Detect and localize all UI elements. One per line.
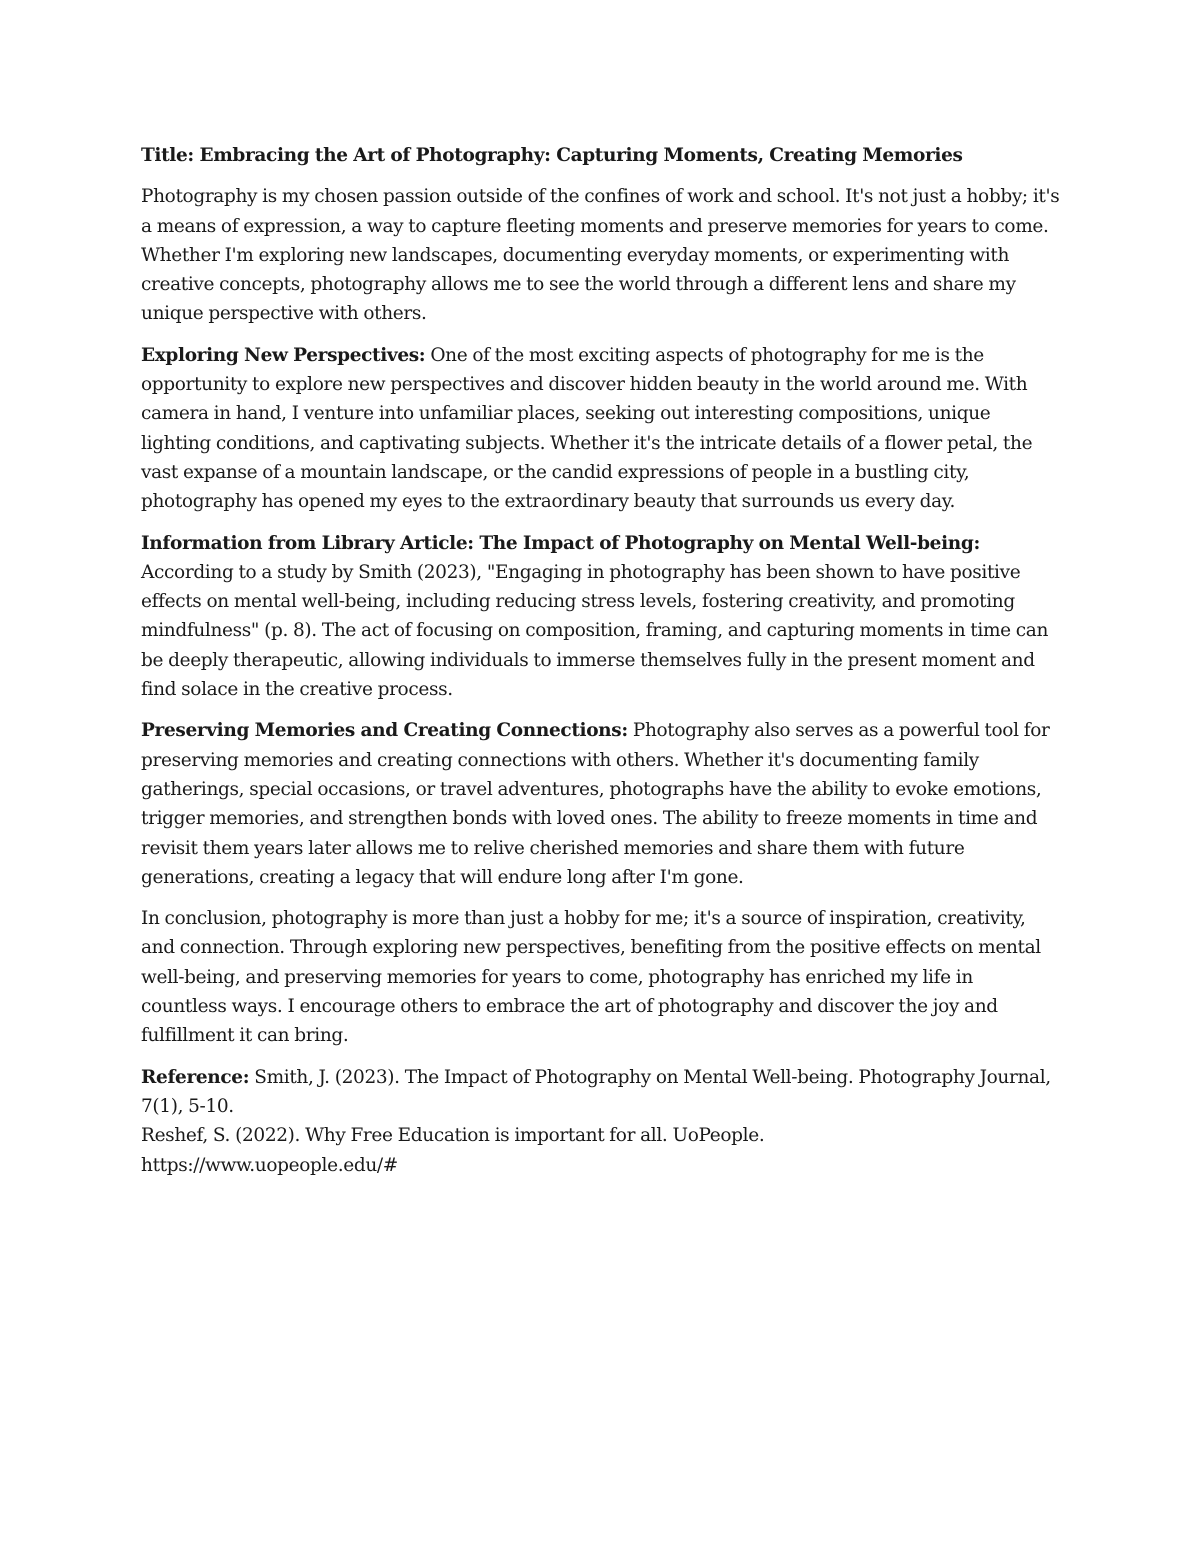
document-page [141, 141, 1061, 1192]
references [141, 1063, 1061, 1180]
reference-2-url: https://www.uopeople.edu/# [141, 1154, 398, 1176]
section-heading: Information from Library Article: The Impact of Photography on Mental Well-being: [141, 532, 980, 554]
intro-paragraph: Photography is my chosen passion outside of the confines of work and school. It's not just a hobby; it's a means of expression, a way to capture fleeting moments and preserve memories for years to come. Whether I'm exploring new landscapes, documenting everyday moments, or experimenting with creative concepts, photography allows me to see the world through a different lens and share my unique perspective with others. [141, 186, 1060, 325]
section-heading: Exploring New Perspectives: [141, 344, 426, 366]
reference-2-text: Reshef, S. (2022). Why Free Education is important for all. UoPeople. [141, 1125, 765, 1147]
section-exploring-perspectives [141, 341, 1061, 517]
reference-label: Reference: [141, 1066, 250, 1088]
section-body: According to a study by Smith (2023), "Engaging in photography has been shown to have positive effects on mental well-being, including reducing stress levels, fostering creativity, and promoting mindfulness" (p. 8). The act of focusing on composition, framing, and capturing moments in time can be deeply therapeutic, allowing individuals to immerse themselves fully in the present moment and find solace in the creative process. [141, 561, 1049, 701]
reference-1 [141, 1067, 1051, 1117]
section-library-article [141, 529, 1061, 705]
reference-1-text: Smith, J. (2023). The Impact of Photography on Mental Well-being. Photography Journal, 7(1), 5-10. [141, 1066, 1051, 1117]
section-preserving-memories [141, 716, 1061, 892]
document-title: Title: Embracing the Art of Photography: Capturing Moments, Creating Memories [141, 145, 963, 166]
section-heading: Preserving Memories and Creating Connections: [141, 720, 628, 742]
section-body: One of the most exciting aspects of photography for me is the opportunity to explore new perspectives and discover hidden beauty in the world around me. With camera in hand, I venture into unfamiliar places, seeking out interesting compositions, unique lighting conditions, and captivating subjects. Whether it's the intricate details of a flower petal, the vast expanse of a mountain landscape, or the candid expressions of people in a bustling city, photography has opened my eyes to the extraordinary beauty that surrounds us every day. [141, 344, 1033, 513]
section-body: Photography also serves as a powerful tool for preserving memories and creating connections with others. Whether it's documenting family gatherings, special occasions, or travel adventures, photographs have the ability to evoke emotions, trigger memories, and strengthen bonds with loved ones. The ability to freeze moments in time and revisit them years later allows me to relive cherished memories and share them with future generations, creating a legacy that will endure long after I'm gone. [141, 720, 1050, 888]
conclusion-paragraph: In conclusion, photography is more than just a hobby for me; it's a source of inspiration, creativity, and connection. Through exploring new perspectives, benefiting from the positive effects on mental well-being, and preserving memories for years to come, photography has enriched my life in countless ways. I encourage others to embrace the art of photography and discover the joy and fulfillment it can bring. [141, 908, 1041, 1047]
